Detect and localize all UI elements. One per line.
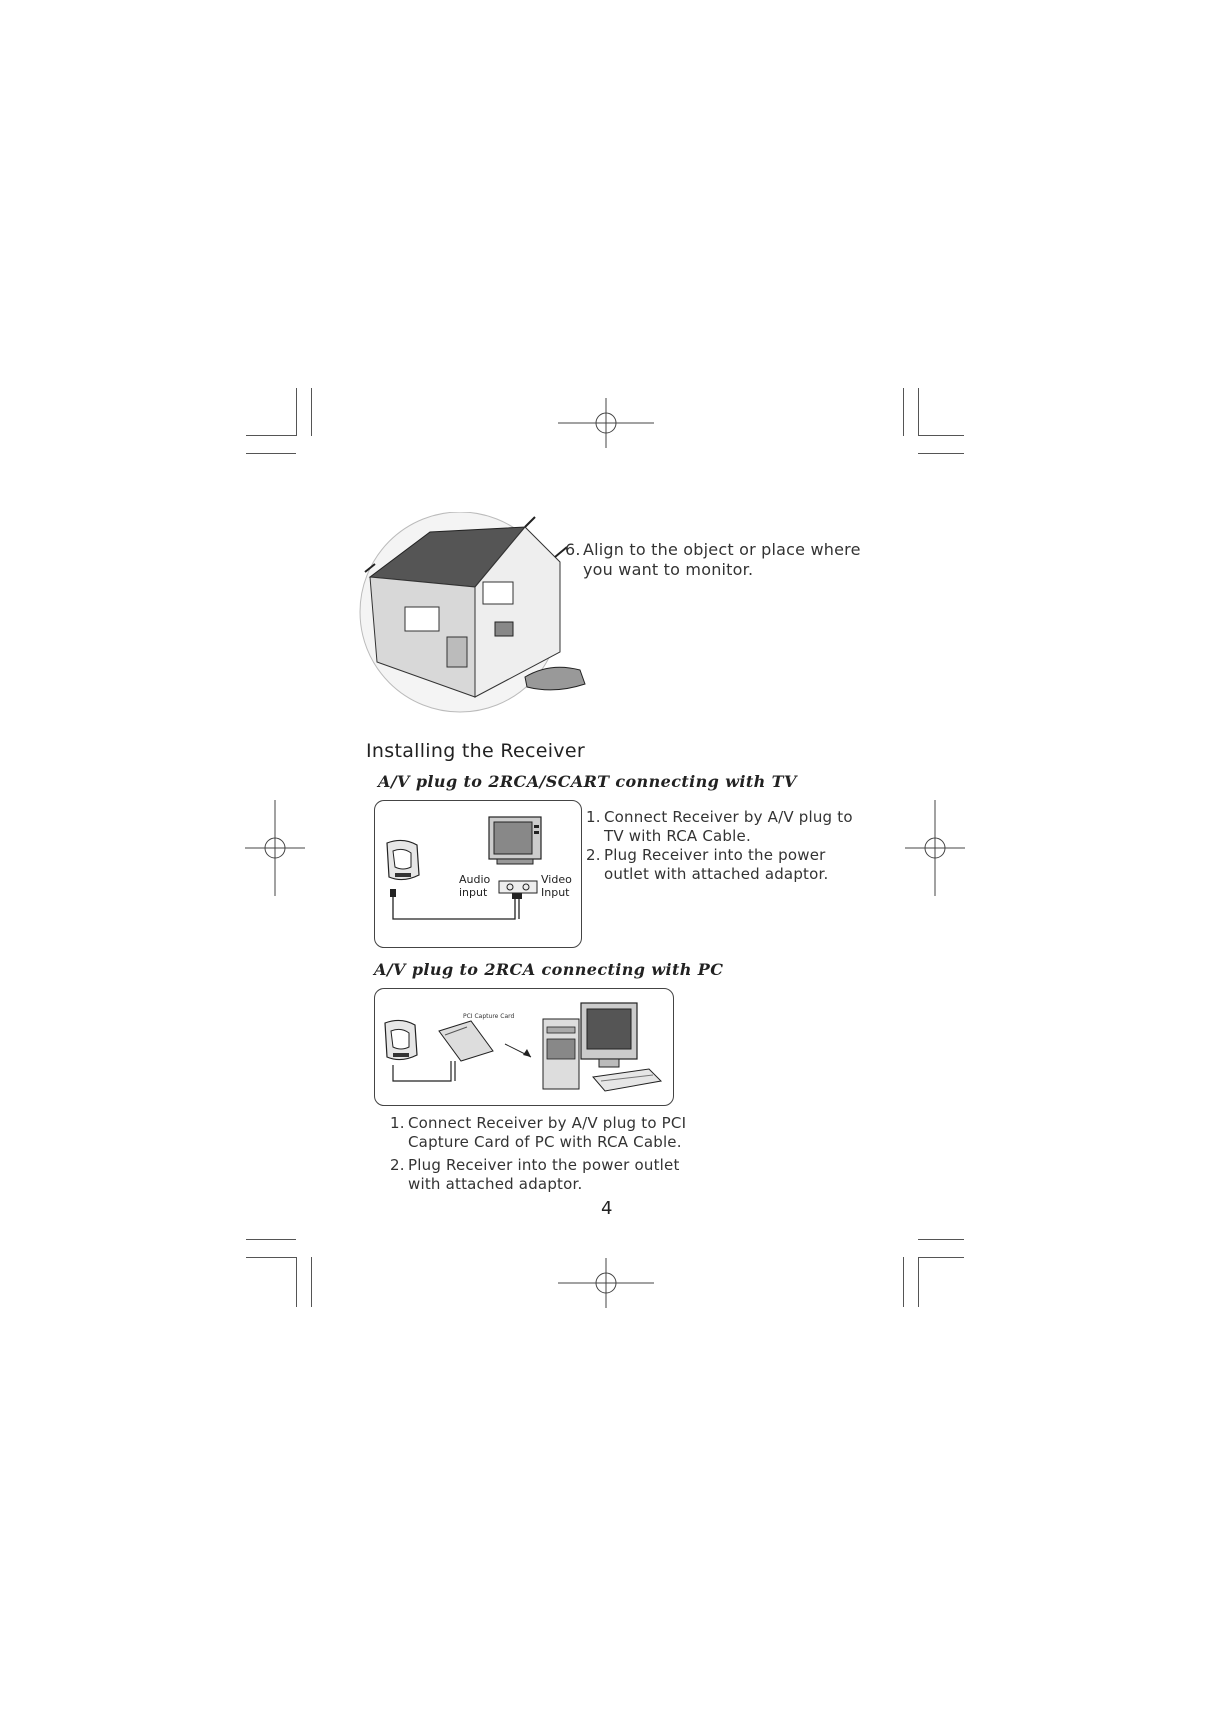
pc-section-heading: A/V plug to 2RCA connecting with PC [374, 960, 724, 979]
step-text-continued: TV with RCA Cable. [604, 827, 751, 845]
crop-mark [918, 453, 964, 454]
pc-connection-diagram [374, 988, 674, 1106]
step-text-continued: Capture Card of PC with RCA Cable. [408, 1133, 682, 1151]
crop-mark [311, 1257, 312, 1307]
crop-mark [296, 1257, 297, 1307]
step-text: Plug Receiver into the power outlet [408, 1156, 680, 1174]
video-label-2: Input [541, 886, 570, 899]
audio-label: Audio [459, 873, 491, 886]
step-text: Connect Receiver by A/V plug to [604, 808, 853, 826]
registration-target-top [558, 398, 654, 448]
crop-mark [903, 388, 904, 436]
step-number: 1. [586, 808, 601, 826]
crop-mark [918, 1239, 964, 1240]
crop-mark [246, 435, 296, 436]
registration-target-right [905, 800, 965, 896]
pc-step-2 [390, 1156, 680, 1194]
capture-card-label: PCI Capture Card [463, 1013, 515, 1020]
step-text: Align to the object or place where [583, 540, 861, 559]
pc-icon [537, 997, 665, 1101]
tv-step-2 [586, 846, 828, 884]
crop-mark [246, 1257, 296, 1258]
rca-cable [375, 801, 581, 947]
tv-connection-diagram [374, 800, 582, 948]
step-text-continued: outlet with attached adaptor. [604, 865, 829, 883]
audio-label-2: input [459, 886, 488, 899]
crop-mark [918, 1257, 919, 1307]
crop-mark [918, 1257, 964, 1258]
registration-target-left [245, 800, 305, 896]
crop-mark [311, 388, 312, 436]
page-number: 4 [601, 1198, 613, 1219]
tv-section-heading: A/V plug to 2RCA/SCART connecting with TV [378, 772, 797, 791]
step-number: 6. [565, 540, 581, 559]
crop-mark [918, 435, 964, 436]
registration-target-bottom [558, 1258, 654, 1308]
step-number: 1. [390, 1114, 405, 1132]
step-text: Connect Receiver by A/V plug to PCI [408, 1114, 687, 1132]
crop-mark [918, 388, 919, 436]
pc-step-1 [390, 1114, 686, 1152]
tv-step-1 [586, 808, 853, 846]
crop-mark [246, 453, 296, 454]
section-title: Installing the Receiver [366, 740, 585, 762]
step-number: 2. [586, 846, 601, 864]
video-label: Video [541, 873, 572, 886]
crop-mark [246, 1239, 296, 1240]
crop-mark [903, 1257, 904, 1307]
step-number: 2. [390, 1156, 405, 1174]
monitor-step [565, 540, 861, 580]
crop-mark [296, 388, 297, 436]
step-text: Plug Receiver into the power [604, 846, 826, 864]
step-text-continued: with attached adaptor. [408, 1175, 583, 1193]
step-text-continued: you want to monitor. [583, 560, 754, 579]
